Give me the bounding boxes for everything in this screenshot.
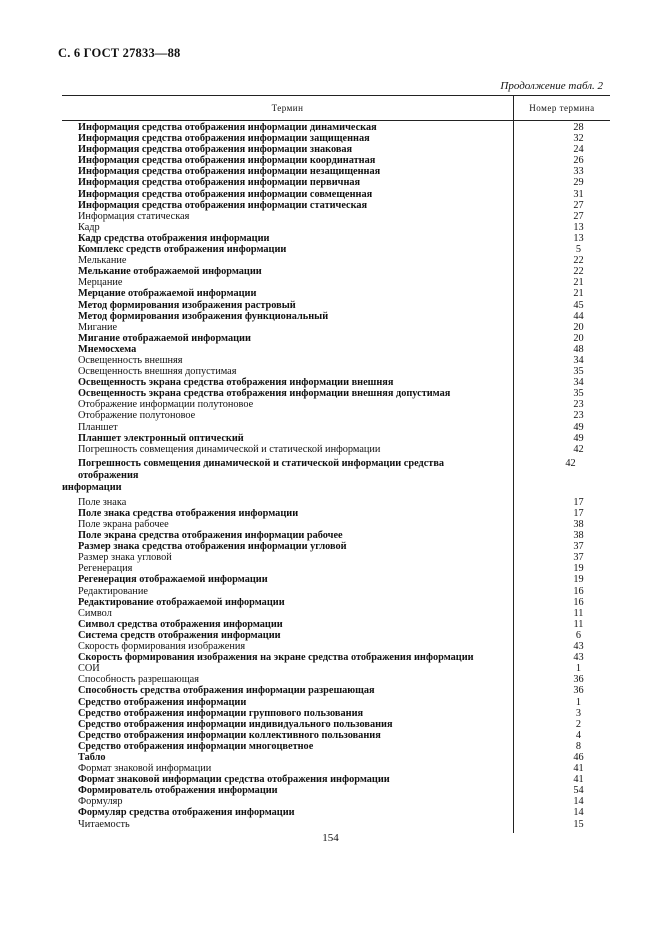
term-number-cell: 14 — [573, 796, 584, 808]
term-cell: Поле экрана средства отображения информации рабочее — [78, 530, 343, 542]
table-row — [62, 785, 610, 796]
term-cell: Мнемосхема — [78, 343, 137, 355]
term-number-cell: 5 — [575, 244, 582, 256]
table-row — [62, 708, 610, 719]
term-cell: Регенерация — [78, 563, 133, 575]
term-cell: Скорость формирования изображения на экране средства отображения информации — [78, 652, 474, 664]
table-row — [62, 433, 610, 444]
term-number-cell: 41 — [573, 763, 584, 775]
term-number-cell: 24 — [573, 144, 584, 156]
column-header-number: Номер термина — [529, 103, 595, 113]
column-header-term: Термин — [62, 96, 514, 120]
term-number-cell: 13 — [573, 221, 584, 233]
term-cell: Символ средства отображения информации — [78, 618, 283, 630]
term-number-cell: 21 — [573, 277, 584, 289]
term-number-cell: 11 — [573, 618, 584, 630]
table-row — [62, 344, 610, 355]
table-row — [62, 200, 610, 211]
term-text-continuation: информации — [62, 481, 122, 493]
term-number-cell: 2 — [575, 718, 582, 730]
table-row — [62, 233, 610, 244]
table-row — [62, 410, 610, 421]
term-cell: Метод формирования изображения растровый — [78, 299, 296, 311]
term-cell: Редактирование отображаемой информации — [78, 596, 285, 608]
term-cell: Символ — [78, 607, 112, 619]
term-cell: Метод формирования изображения функциональный — [78, 310, 329, 322]
term-number-cell: 17 — [573, 507, 584, 519]
table-row — [62, 355, 610, 366]
table-row — [62, 508, 610, 519]
table-row — [62, 155, 610, 166]
table-row — [62, 244, 610, 255]
term-cell: Средство отображения информации — [78, 696, 247, 708]
table-row — [62, 663, 610, 674]
term-number-cell: 45 — [573, 299, 584, 311]
table-row — [62, 619, 610, 630]
term-number-cell: 4 — [575, 729, 582, 741]
term-cell: Поле знака — [78, 496, 127, 508]
table-row — [62, 774, 610, 785]
table-row — [62, 597, 610, 608]
table-row — [62, 177, 610, 188]
term-cell: Мигание — [78, 321, 118, 333]
term-cell: Средство отображения информации многоцветное — [78, 740, 314, 752]
term-number-cell: 35 — [573, 366, 584, 378]
term-cell: Система средств отображения информации — [78, 629, 281, 641]
term-cell: Формуляр — [78, 796, 123, 808]
term-cell: Кадр — [78, 221, 100, 233]
term-cell — [62, 458, 499, 494]
table-row — [62, 311, 610, 322]
term-cell: Мерцание — [78, 277, 123, 289]
term-number-cell: 42 — [573, 443, 584, 455]
term-number-cell: 49 — [573, 432, 584, 444]
table-row — [62, 763, 610, 774]
table-row — [62, 552, 610, 563]
term-number-cell: 13 — [573, 232, 584, 244]
term-cell: Освещенность внешняя — [78, 354, 183, 366]
term-number-cell: 46 — [573, 751, 584, 763]
term-number-cell: 27 — [573, 210, 584, 222]
term-cell: Поле экрана рабочее — [78, 519, 169, 530]
term-number-cell: 34 — [573, 354, 584, 366]
table-row — [62, 519, 610, 530]
term-cell: Средство отображения информации индивидуального пользования — [78, 718, 393, 730]
term-cell: Освещенность внешняя допустимая — [78, 366, 237, 378]
term-number-cell: 22 — [573, 255, 584, 267]
term-number-cell: 38 — [573, 530, 584, 542]
term-cell: Информация средства отображения информации координатная — [78, 155, 376, 167]
term-number-cell: 36 — [573, 674, 584, 686]
term-number-cell: 17 — [573, 496, 584, 508]
term-cell: Информация средства отображения информации знаковая — [78, 144, 353, 156]
table-row — [62, 222, 610, 233]
table-row — [62, 752, 610, 763]
table-row — [62, 574, 610, 585]
term-number-cell: 15 — [573, 818, 584, 830]
term-number-cell: 33 — [573, 166, 584, 178]
term-cell: Информация средства отображения информации статическая — [78, 199, 368, 211]
term-number-cell: 23 — [573, 410, 584, 422]
table-row — [62, 652, 610, 663]
term-cell: Средство отображения информации коллективного пользования — [78, 729, 381, 741]
table-row — [62, 144, 610, 155]
table-row — [62, 530, 610, 541]
term-cell: Размер знака средства отображения информации угловой — [78, 541, 347, 553]
term-number-cell: 42 — [565, 457, 576, 469]
term-cell: Информация средства отображения информации совмещенная — [78, 188, 373, 200]
table-row — [62, 730, 610, 741]
table-row — [62, 674, 610, 685]
term-number-cell: 11 — [573, 607, 584, 619]
term-number-cell: 27 — [573, 199, 584, 211]
term-number-cell: 32 — [573, 133, 584, 145]
table-row — [62, 807, 610, 818]
table-row — [62, 586, 610, 597]
table-row — [62, 796, 610, 807]
term-cell: Кадр средства отображения информации — [78, 232, 270, 244]
table-row — [62, 563, 610, 574]
table-row — [62, 133, 610, 144]
term-cell: Регенерация отображаемой информации — [78, 574, 268, 586]
term-cell: Формирователь отображения информации — [78, 785, 278, 797]
term-cell: Комплекс средств отображения информации — [78, 244, 287, 256]
term-cell: Формуляр средства отображения информации — [78, 807, 295, 819]
term-cell: Отображение полутоновое — [78, 410, 196, 422]
term-cell: Планшет — [78, 421, 118, 433]
term-number-cell: 44 — [573, 310, 584, 322]
term-cell: Отображение информации полутоновое — [78, 399, 254, 411]
table-row — [62, 377, 610, 388]
table-body — [62, 121, 610, 830]
term-number-cell: 20 — [573, 332, 584, 344]
term-cell: Мерцание отображаемой информации — [78, 288, 257, 300]
term-number-cell: 8 — [575, 740, 582, 752]
term-number-cell: 21 — [573, 288, 584, 300]
term-number-cell: 1 — [575, 696, 582, 708]
term-cell: Способность средства отображения информации разрешающая — [78, 685, 375, 697]
term-cell: Способность разрешающая — [78, 674, 199, 686]
term-number-cell: 29 — [573, 177, 584, 189]
term-number-cell: 3 — [575, 707, 582, 719]
term-cell: Формат знаковой информации — [78, 763, 212, 775]
page-number: 154 — [322, 832, 339, 844]
term-number-cell: 16 — [573, 585, 584, 597]
term-cell: Скорость формирования изображения — [78, 641, 246, 653]
table-row — [62, 422, 610, 433]
table-row — [62, 211, 610, 222]
term-number-cell: 1 — [575, 663, 582, 675]
table-row — [62, 388, 610, 399]
table-row — [62, 719, 610, 730]
term-cell: Освещенность экрана средства отображения информации внешняя — [78, 377, 394, 389]
term-cell: Информация средства отображения информации динамическая — [78, 122, 377, 133]
term-number-cell: 23 — [573, 399, 584, 411]
term-number-cell: 49 — [573, 421, 584, 433]
term-cell: Погрешность совмещения динамической и статической информации — [78, 443, 381, 455]
term-number-cell: 22 — [573, 266, 584, 278]
table-row — [62, 121, 610, 133]
term-number-cell: 41 — [573, 774, 584, 786]
term-cell: СОИ — [78, 663, 100, 675]
term-cell: Информация средства отображения информации защищенная — [78, 133, 370, 145]
table-row — [62, 741, 610, 752]
term-number-cell: 20 — [573, 321, 584, 333]
term-number-cell: 26 — [573, 155, 584, 167]
term-number-cell: 38 — [573, 519, 584, 530]
term-cell: Планшет электронный оптический — [78, 432, 244, 444]
table-row — [62, 300, 610, 311]
term-number-cell: 54 — [573, 785, 584, 797]
table-row — [62, 444, 610, 455]
term-number-cell: 19 — [573, 563, 584, 575]
table-continuation-label: Продолжение табл. 2 — [500, 80, 603, 92]
table-row — [62, 166, 610, 177]
table-row — [62, 541, 610, 552]
term-cell: Информация средства отображения информации незащищенная — [78, 166, 381, 178]
table-row — [62, 685, 610, 696]
table-row — [62, 255, 610, 266]
term-number-cell: 37 — [573, 541, 584, 553]
term-cell: Размер знака угловой — [78, 552, 172, 564]
term-number-cell: 19 — [573, 574, 584, 586]
table-row — [62, 322, 610, 333]
page-header: С. 6 ГОСТ 27833—88 — [58, 46, 181, 60]
term-number-cell: 48 — [573, 343, 584, 355]
term-text: Погрешность совмещения динамической и статической информации средства отображения — [78, 457, 445, 481]
term-cell: Мелькание — [78, 255, 127, 267]
term-number-cell: 6 — [575, 629, 582, 641]
table-header — [62, 95, 610, 121]
table-row — [62, 333, 610, 344]
term-number-cell: 36 — [573, 685, 584, 697]
term-cell: Мелькание отображаемой информации — [78, 266, 262, 278]
term-cell: Табло — [78, 751, 106, 763]
terms-table — [62, 95, 610, 830]
term-cell: Формат знаковой информации средства отображения информации — [78, 774, 390, 786]
table-row — [62, 608, 610, 619]
term-number-cell: 43 — [573, 652, 584, 664]
term-number-cell: 28 — [573, 122, 584, 133]
term-cell: Средство отображения информации группового пользования — [78, 707, 364, 719]
term-cell: Поле знака средства отображения информации — [78, 507, 299, 519]
table-row — [62, 288, 610, 299]
table-row — [62, 189, 610, 200]
term-number-cell: 31 — [573, 188, 584, 200]
table-row — [62, 277, 610, 288]
table-row — [62, 630, 610, 641]
term-number-cell: 16 — [573, 596, 584, 608]
term-number-cell: 37 — [573, 552, 584, 564]
term-number-cell: 34 — [573, 377, 584, 389]
table-row — [62, 399, 610, 410]
table-row — [62, 366, 610, 377]
table-row — [62, 497, 610, 508]
table-row — [62, 266, 610, 277]
term-cell: Мигание отображаемой информации — [78, 332, 251, 344]
term-cell: Редактирование — [78, 585, 148, 597]
table-row — [62, 819, 610, 830]
table-row — [62, 641, 610, 652]
term-number-cell: 35 — [573, 388, 584, 400]
term-cell: Освещенность экрана средства отображения информации внешняя допустимая — [78, 388, 451, 400]
table-row — [62, 458, 610, 494]
term-number-cell: 43 — [573, 641, 584, 653]
term-cell: Читаемость — [78, 818, 130, 830]
term-cell: Информация статическая — [78, 210, 190, 222]
table-row — [62, 697, 610, 708]
term-number-cell: 14 — [573, 807, 584, 819]
term-cell: Информация средства отображения информации первичная — [78, 177, 361, 189]
